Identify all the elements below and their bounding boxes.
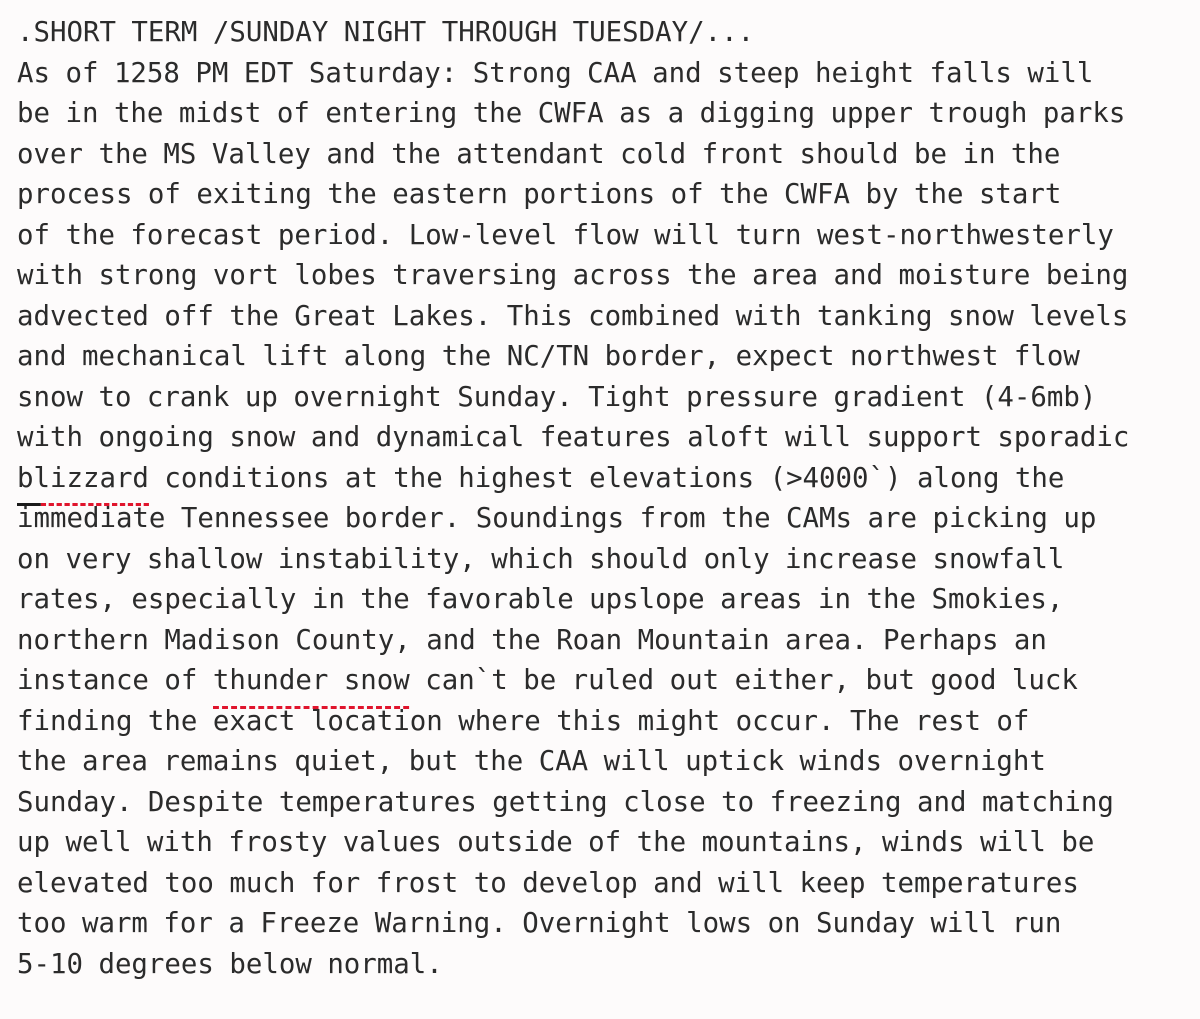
paragraph-line: up well with frosty values outside of the mountains, winds will be <box>17 827 1095 858</box>
highlight-text: thunder snow <box>212 665 410 696</box>
paragraph-line: be in the midst of entering the CWFA as a digging upper trough parks <box>17 98 1126 129</box>
paragraph-line: process of exiting the eastern portions of the CWFA by the start <box>17 179 1062 210</box>
paragraph-line: advected off the Great Lakes. This combined with tanking snow levels <box>17 300 1129 332</box>
section-heading: .SHORT TERM /SUNDAY NIGHT THROUGH TUESDAY/... <box>17 17 755 48</box>
forecast-discussion <box>17 13 1187 985</box>
paragraph-line: rates, especially in the favorable upslope areas in the Smokies, <box>17 584 1064 615</box>
red-squiggle-underline <box>17 501 149 507</box>
paragraph-line: too warm for a Freeze Warning. Overnight lows on Sunday will run <box>17 908 1062 939</box>
paragraph-line-thunder <box>17 661 1187 702</box>
highlight-text: blizzard <box>17 462 149 494</box>
paragraph-line: with ongoing snow and dynamical features aloft will support sporadic <box>17 422 1130 453</box>
line-after-text: can`t be ruled out either, but good luck <box>409 665 1078 696</box>
paragraph-line: 5-10 degrees below normal. <box>17 948 443 980</box>
paragraph-line: snow to crank up overnight Sunday. Tight pressure gradient (4-6mb) <box>17 381 1097 413</box>
paragraph-line: Sunday. Despite temperatures getting close to freezing and matching <box>17 786 1114 818</box>
paragraph-line: over the MS Valley and the attendant cold front should be in the <box>17 138 1061 170</box>
paragraph-line: on very shallow instability, which should only increase snowfall <box>17 543 1065 575</box>
paragraph-line: elevated too much for frost to develop and will keep temperatures <box>17 867 1079 899</box>
paragraph-line: northern Madison County, and the Roan Mountain area. Perhaps an <box>17 624 1047 656</box>
paragraph-line: As of 1258 PM EDT Saturday: Strong CAA and steep height falls will <box>17 57 1094 89</box>
line-rest-text: conditions at the highest elevations (>4000`) along the <box>148 462 1065 494</box>
line-before-text: instance of <box>17 665 213 696</box>
red-squiggle-underline <box>213 704 410 710</box>
paragraph-line: of the forecast period. Low-level flow will turn west-northwesterly <box>17 219 1114 251</box>
paragraph-line-blizzard <box>17 459 1187 500</box>
paragraph-line: and mechanical lift along the NC/TN border, expect northwest flow <box>17 341 1080 372</box>
highlighted-word-blizzard <box>17 459 149 500</box>
paragraph-line: finding the exact location where this might occur. The rest of <box>17 705 1030 737</box>
paragraph-line: the area remains quiet, but the CAA will uptick winds overnight <box>17 746 1046 777</box>
paragraph-line: immediate Tennessee border. Soundings from the CAMs are picking up <box>17 503 1097 534</box>
paragraph-line: with strong vort lobes traversing across the area and moisture being <box>17 260 1129 291</box>
highlighted-phrase-thunder-snow <box>213 661 410 702</box>
